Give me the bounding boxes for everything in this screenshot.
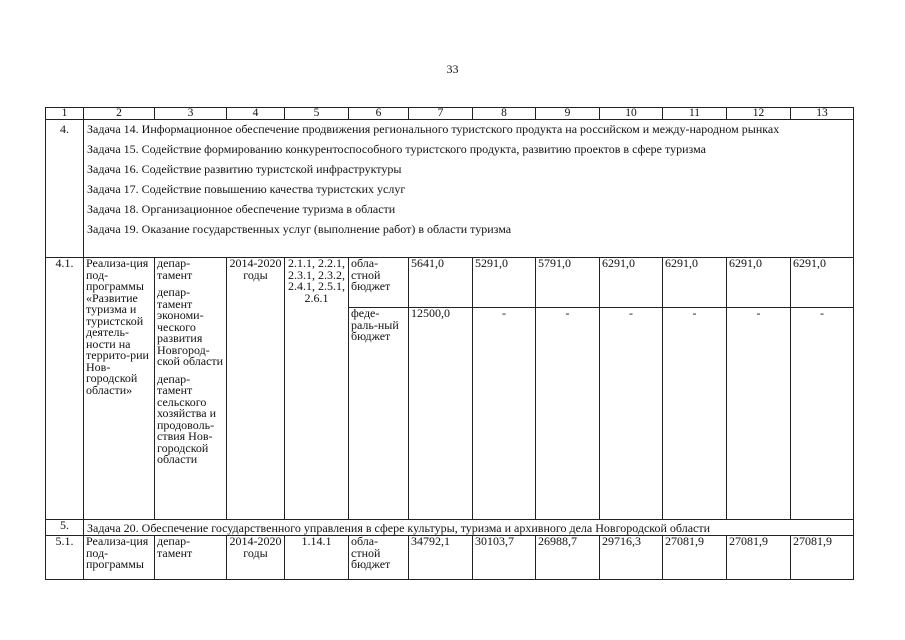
funding-source: обла-стной бюджет: [349, 536, 409, 580]
measure-name: Реализа-ция под-программы «Развитие туризма и туристской деятель-ности на террито-рии Нов-городской области»: [84, 258, 155, 520]
value-cell: 30103,7: [473, 536, 536, 580]
value-cell: -: [791, 308, 854, 520]
indicators-cell: 2.1.1, 2.2.1, 2.3.1, 2.3.2, 2.4.1, 2.5.1, 2.6.1: [285, 258, 349, 520]
col-header: 8: [473, 108, 536, 120]
funding-source: феде-раль-ный бюджет: [349, 308, 409, 520]
value-cell: 26988,7: [536, 536, 600, 580]
value-cell: 6291,0: [663, 258, 727, 308]
row-5-1: [46, 536, 854, 580]
executor-text: депар-тамент: [157, 256, 193, 282]
task-text: Задача 20. Обеспечение государственного управления в сфере культуры, туризма и архивного дела Новгородской области: [84, 520, 854, 536]
row-number: 5.1.: [46, 536, 84, 580]
header-row: [46, 108, 854, 120]
col-header: 13: [791, 108, 854, 120]
value-cell: 6291,0: [791, 258, 854, 308]
task-text: Задача 18. Организационное обеспечение туризма в области: [87, 202, 396, 216]
row-number: 4.1.: [46, 258, 84, 520]
value-cell: 29716,3: [600, 536, 663, 580]
col-header: 11: [663, 108, 727, 120]
task-text: Задача 14. Информационное обеспечение продвижения регионального туристского продукта на российском и между-народном рынках: [87, 122, 780, 136]
col-header: 12: [727, 108, 791, 120]
col-header: 3: [155, 108, 227, 120]
col-header: 7: [409, 108, 473, 120]
value-cell: 5291,0: [473, 258, 536, 308]
task-text: Задача 15. Содействие формированию конкурентоспособного туристского продукта, развитию проектов в сфере туризма: [87, 142, 706, 156]
executor-text: депар-тамент: [155, 536, 227, 580]
value-cell: -: [536, 308, 600, 520]
row-number: 5.: [46, 520, 84, 536]
row-number: 4.: [46, 120, 84, 258]
task-text: Задача 17. Содействие повышению качества туристских услуг: [87, 182, 406, 196]
value-cell: 27081,9: [727, 536, 791, 580]
col-header: 6: [349, 108, 409, 120]
col-header: 1: [46, 108, 84, 120]
funding-source: обла-стной бюджет: [349, 258, 409, 308]
value-cell: 27081,9: [663, 536, 727, 580]
section-4-row: [46, 120, 854, 258]
years-cell: 2014-2020 годы: [227, 536, 285, 580]
value-cell: 5791,0: [536, 258, 600, 308]
executor-text: депар-тамент экономи-ческого развития Новгород-ской области: [157, 285, 224, 368]
value-cell: 27081,9: [791, 536, 854, 580]
col-header: 9: [536, 108, 600, 120]
value-cell: -: [600, 308, 663, 520]
measure-name: Реализа-ция под-программы: [84, 536, 155, 580]
value-cell: -: [663, 308, 727, 520]
executor-text: депар-тамент сельского хозяйства и продоволь-ствия Нов-городской области: [157, 371, 217, 466]
value-cell: 34792,1: [409, 536, 473, 580]
task-text: Задача 16. Содействие развитию туристской инфраструктуры: [87, 162, 402, 176]
executors-cell: [155, 258, 227, 520]
value-cell: 5641,0: [409, 258, 473, 308]
value-cell: 6291,0: [727, 258, 791, 308]
value-cell: -: [727, 308, 791, 520]
task-text: Задача 19. Оказание государственных услуг (выполнение работ) в области туризма: [87, 222, 512, 236]
value-cell: -: [473, 308, 536, 520]
indicators-cell: 1.14.1: [285, 536, 349, 580]
value-cell: 12500,0: [409, 308, 473, 520]
col-header: 2: [84, 108, 155, 120]
col-header: 4: [227, 108, 285, 120]
value-cell: 6291,0: [600, 258, 663, 308]
col-header: 10: [600, 108, 663, 120]
row-4-1-regional: [46, 258, 854, 308]
program-table: [45, 107, 854, 580]
section-4-tasks: [84, 120, 854, 258]
years-cell: 2014-2020 годы: [227, 258, 285, 520]
page-number: 33: [446, 62, 459, 76]
col-header: 5: [285, 108, 349, 120]
